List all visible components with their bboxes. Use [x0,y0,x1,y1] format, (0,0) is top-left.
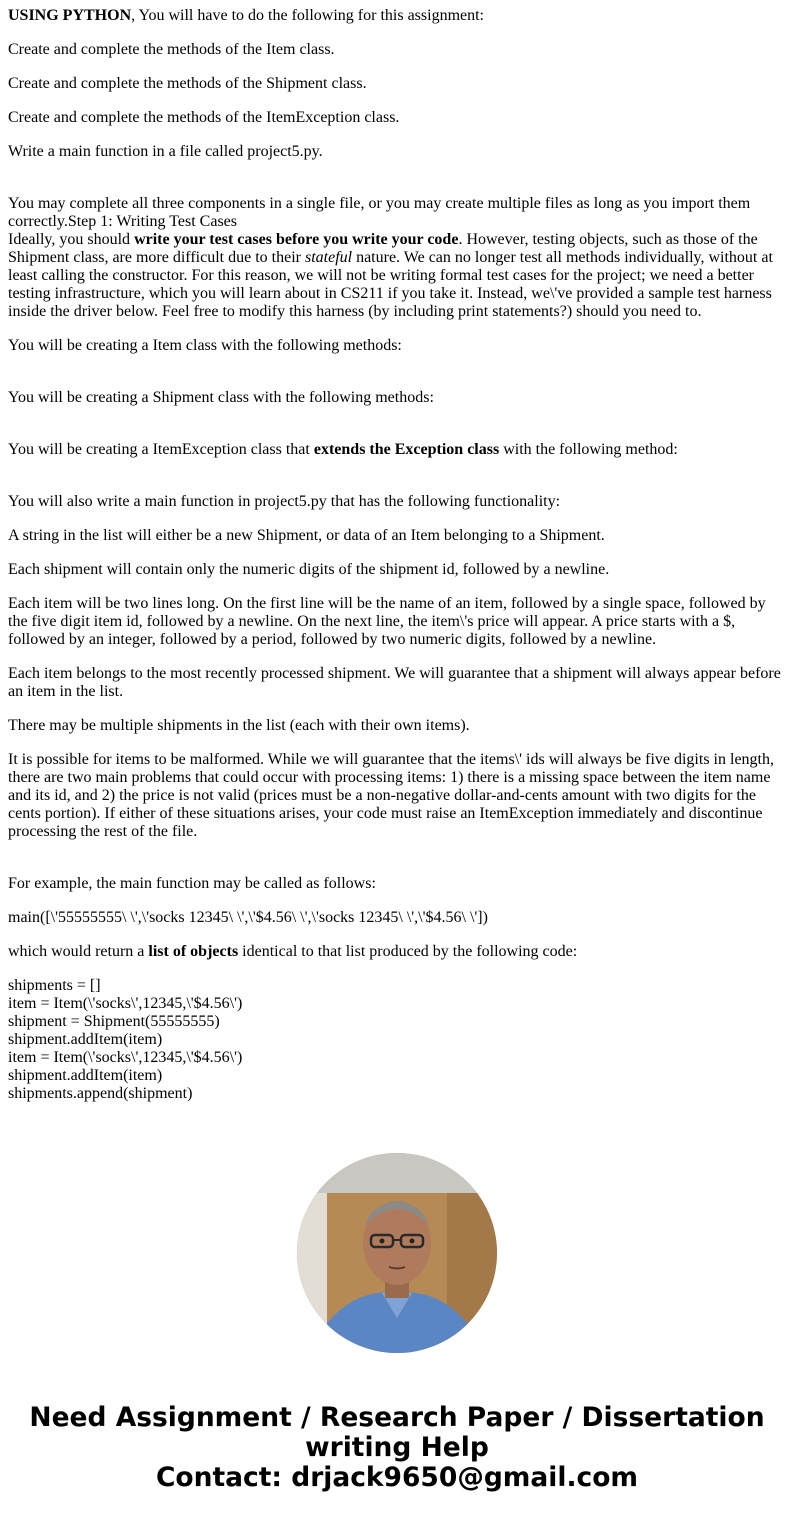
intro-bold: USING PYTHON [8,7,132,24]
intro-rest: , You will have to do the following for this assignment: [131,7,484,24]
test-cases-bold: write your test cases before you write your code [134,231,459,248]
code-line: shipment.addItem(item) [8,1031,163,1048]
test-cases-paragraph: Ideally, you should write your test cases before you write your code. However, testing objects, such as those of the Shipment class, are more difficult due to their stateful nature. We can no longer test all methods individually, without at least calling the constructor. For this reason, we will not be writing formal test cases for the project; we need a better testing infrastructure, which you will learn about in CS211 if you take it. Instead, we\'ve provided a sample test harness inside the driver below. Feel free to modify this harness (by including print statements?) should you need to. [8,231,773,320]
main-desc-5: There may be multiple shipments in the list (each with their own items). [8,717,470,734]
item-class-heading: You will be creating a Item class with the following methods: [8,337,402,354]
code-line: shipment = Shipment(55555555) [8,1013,220,1030]
example-call: main([\'55555555\ \',\'socks 12345\ \',\'$4.56\ \',\'socks 12345\ \',\'$4.56\ \']) [8,909,488,926]
main-desc-2: Each shipment will contain only the numeric digits of the shipment id, followed by a newline. [8,561,610,578]
banner-contact: Contact: drjack9650@gmail.com [155,1462,639,1493]
code-line: item = Item(\'socks\',12345,\'$4.56\') [8,995,243,1012]
files-note: You may complete all three components in a single file, or you may create multiple files as long as you import them correctly.Step 1: Writing Test Cases [8,195,751,230]
help-banner [0,1403,794,1493]
main-desc-0: You will also write a main function in project5.py that has the following functionality: [8,493,561,510]
test-cases-italic: stateful [304,249,353,266]
banner-line-1: Need Assignment / Research Paper / Dissertation writing Help [29,1402,765,1463]
task-shipment-class: Create and complete the methods of the Shipment class. [8,75,367,92]
code-line: shipment.addItem(item) [8,1067,163,1084]
author-photo [297,1153,497,1353]
main-desc-1: A string in the list will either be a new Shipment, or data of an Item belonging to a Shipment. [8,527,605,544]
task-exception-class: Create and complete the methods of the ItemException class. [8,109,400,126]
return-paragraph: which would return a list of objects identical to that list produced by the following code: [8,943,578,960]
portrait-image [297,1153,497,1353]
code-line: item = Item(\'socks\',12345,\'$4.56\') [8,1049,243,1066]
example-intro: For example, the main function may be called as follows: [8,875,376,892]
task-main-function: Write a main function in a file called project5.py. [8,143,323,160]
task-item-class: Create and complete the methods of the Item class. [8,41,335,58]
shipment-class-heading: You will be creating a Shipment class with the following methods: [8,389,434,406]
main-desc-3: Each item will be two lines long. On the first line will be the name of an item, followed by a single space, followed by the five digit item id, followed by a newline. On the next line, the item\'s price will appear. A price starts with a $, followed by an integer, followed by a period, followed by two numeric digits, followed by a newline. [8,595,766,648]
code-line: shipments = [] [8,977,101,994]
main-desc-6: It is possible for items to be malformed. While we will guarantee that the items\' ids will always be five digits in length, there are two main problems that could occur with processing items: 1) there is a missing space between the item name and its id, and 2) the price is not valid (prices must be a non-negative dollar-and-cents amount with two digits for the cents portion). If either of these situations arises, your code must raise an ItemException immediately and discontinue processing the rest of the file. [8,751,774,840]
code-block [8,977,786,1103]
main-desc-4: Each item belongs to the most recently processed shipment. We will guarantee that a shipment will always appear before an item in the list. [8,665,781,700]
return-bold: list of objects [148,943,239,960]
exception-bold: extends the Exception class [313,441,500,458]
intro-paragraph [8,7,786,25]
code-line: shipments.append(shipment) [8,1085,193,1102]
exception-class-heading: You will be creating a ItemException class that extends the Exception class with the following method: [8,441,678,458]
assignment-text [8,7,786,1103]
